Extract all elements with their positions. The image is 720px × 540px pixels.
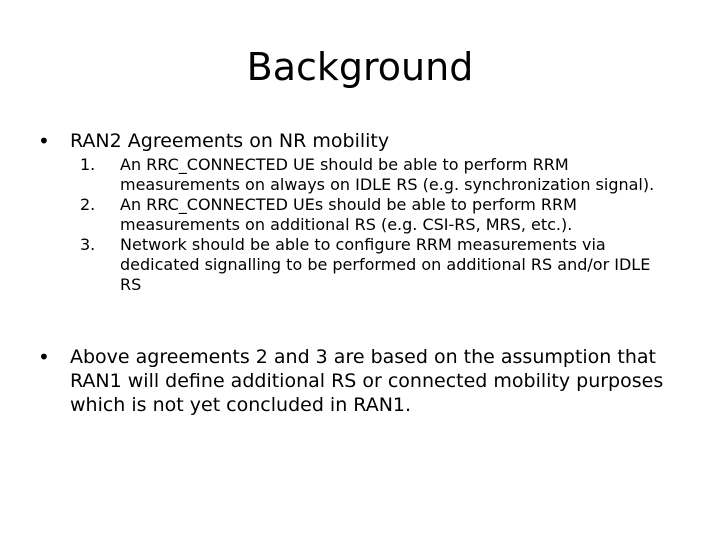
list-number: 3.	[80, 235, 96, 254]
slide-title: Background	[246, 45, 474, 89]
numbered-list-item	[70, 235, 690, 295]
bullet-text: RAN2 Agreements on NR mobility	[70, 130, 390, 152]
bullet-marker: •	[38, 345, 50, 369]
numbered-list-item	[70, 155, 690, 195]
bullet-marker: •	[38, 129, 50, 153]
list-item-text: An RRC_CONNECTED UE should be able to perform RRM measurements on always on IDLE RS (e.g. synchronization signal).	[120, 155, 655, 194]
list-item-text: Network should be able to configure RRM measurements via dedicated signalling to be performed on additional RS and/or IDLE RS	[120, 235, 651, 294]
numbered-list	[70, 155, 690, 295]
list-item-text: An RRC_CONNECTED UEs should be able to perform RRM measurements on additional RS (e.g. CSI-RS, MRS, etc.).	[120, 195, 577, 234]
list-number: 2.	[80, 195, 96, 214]
list-number: 1.	[80, 155, 96, 174]
numbered-list-item	[70, 195, 690, 235]
bullet-text: Above agreements 2 and 3 are based on the assumption that RAN1 will define additional RS or connected mobility purposes which is not yet concluded in RAN1.	[70, 346, 664, 416]
